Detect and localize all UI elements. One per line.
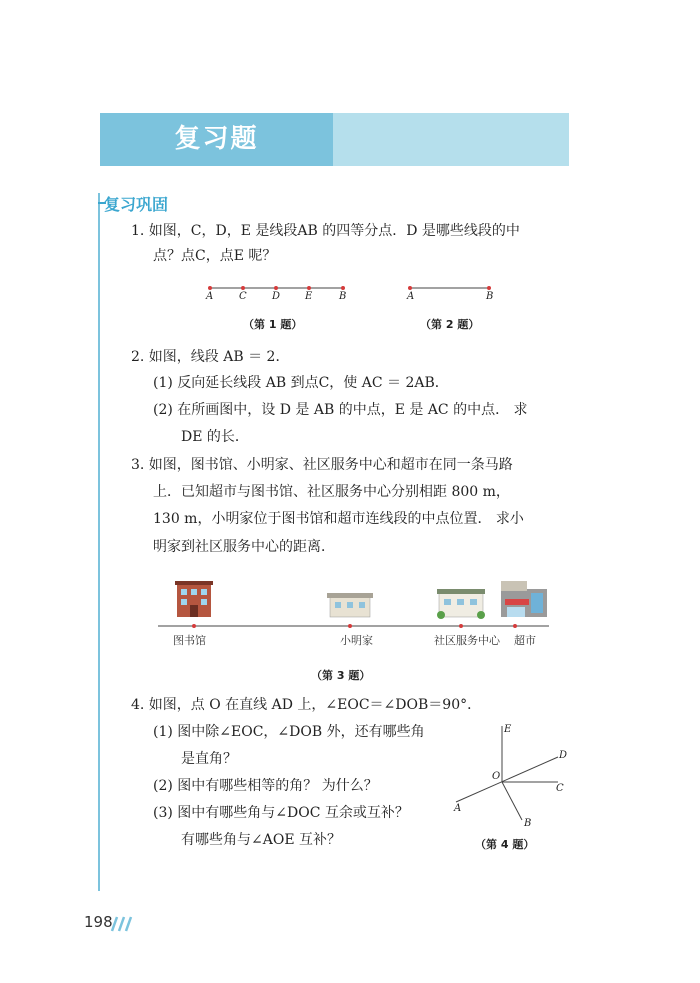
figure-2-segment (400, 280, 500, 310)
fig4-label-b: B (524, 818, 532, 829)
place-community-center: 社区服务中心 (434, 634, 500, 647)
fig4-caption: （第 4 题） (475, 838, 535, 851)
q4-sub1a: (1) 图中除∠EOC，∠DOB 外，还有哪些角 (153, 724, 425, 740)
fig2-label-b: B (486, 291, 494, 302)
fig2-caption: （第 2 题） (420, 318, 480, 331)
fig1-label-e: E (305, 291, 313, 302)
q1-line2: 点？点C，点E 呢？ (153, 248, 277, 264)
fig4-label-d: D (559, 750, 568, 761)
fig4-label-a: A (454, 803, 462, 814)
q1-line1: 1. 如图，C，D，E 是线段AB 的四等分点．D 是哪些线段的中 (131, 223, 520, 239)
fig1-label-c: C (239, 291, 247, 302)
fig4-label-e: E (504, 724, 512, 735)
q4-sub3a: (3) 图中有哪些角与∠DOC 互余或互补？ (153, 805, 409, 821)
figure-3-road (155, 575, 555, 635)
banner-light-block (333, 113, 569, 166)
library-building-icon (175, 581, 213, 617)
section-title: 复习巩固 (104, 195, 169, 214)
q2-sub2a: (2) 在所画图中，设 D 是 AB 的中点，E 是 AC 的中点． 求 (153, 402, 528, 418)
community-center-icon (437, 589, 485, 619)
figure-4-angles (450, 720, 580, 830)
place-xiaoming-home: 小明家 (340, 634, 373, 647)
fig2-label-a: A (407, 291, 415, 302)
fig4-label-c: C (556, 783, 564, 794)
q2-sub1: (1) 反向延长线段 AB 到点C，使 AC ＝ 2AB． (153, 375, 449, 391)
banner-title: 复习题 (174, 124, 259, 154)
fig3-caption: （第 3 题） (311, 669, 371, 682)
q2-sub2b: DE 的长． (181, 429, 249, 445)
q4-line1: 4. 如图，点 O 在直线 AD 上，∠EOC＝∠DOB＝90°． (131, 697, 482, 713)
q3-line1: 3. 如图，图书馆、小明家、社区服务中心和超市在同一条马路 (131, 457, 513, 473)
q4-sub3b: 有哪些角与∠AOE 互补？ (181, 832, 341, 848)
supermarket-icon (501, 581, 547, 617)
q4-sub2: (2) 图中有哪些相等的角？ 为什么？ (153, 778, 378, 794)
house-icon (327, 593, 373, 617)
chapter-banner (100, 113, 569, 166)
fig1-caption: （第 1 题） (243, 318, 303, 331)
q4-sub1b: 是直角？ (181, 751, 237, 767)
q3-line3: 130 m，小明家位于图书馆和超市连线段的中点位置． 求小 (153, 511, 524, 527)
fig4-label-o: O (492, 771, 501, 782)
fig1-label-b: B (339, 291, 347, 302)
q2-line1: 2. 如图，线段 AB ＝ 2． (131, 349, 290, 365)
fig1-label-d: D (272, 291, 281, 302)
q3-line2: 上．已知超市与图书馆、社区服务中心分别相距 800 m， (153, 484, 510, 500)
fig1-label-a: A (206, 291, 214, 302)
page-slash-decoration-icon (110, 915, 134, 933)
place-supermarket: 超市 (514, 634, 536, 647)
page-number: 198 (84, 913, 113, 931)
place-library: 图书馆 (173, 634, 206, 647)
q3-line4: 明家到社区服务中心的距离． (153, 539, 335, 555)
margin-rule (98, 193, 100, 891)
